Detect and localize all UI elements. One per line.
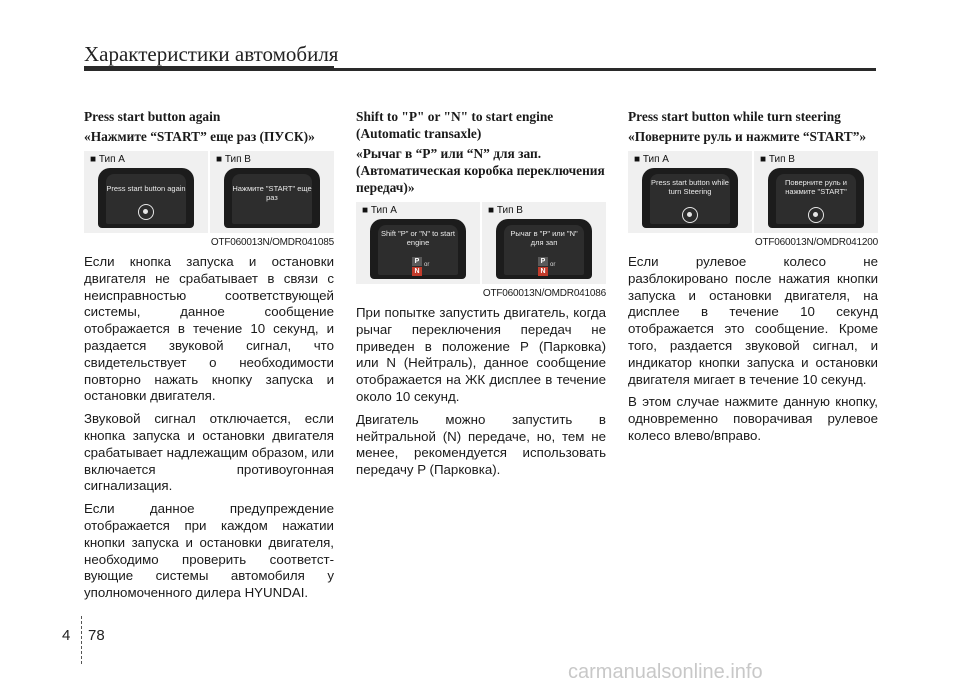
type-a-display — [356, 202, 480, 284]
type-b-display — [210, 151, 334, 233]
page-number: 78 — [88, 627, 105, 644]
heading-ru: «Поверните руль и нажмите “START”» — [628, 129, 867, 144]
heading-en: Shift to "P" or "N" to start engine (Automatic transaxle) — [356, 109, 554, 141]
type-a-label: ■ Тип A — [362, 205, 397, 216]
figure-code: OTF060013N/OMDR041085 — [210, 237, 334, 248]
type-b-label: ■ Тип B — [216, 154, 251, 165]
column-start-again — [84, 108, 334, 602]
display-illustration — [356, 202, 606, 284]
type-a-label: ■ Тип A — [90, 154, 125, 165]
heading-en: Press start button while turn steering — [628, 109, 841, 124]
type-b-display — [754, 151, 878, 233]
p-n-indicator-icon: P or N — [412, 257, 442, 275]
display-illustration — [84, 151, 334, 233]
screen-text: Нажмите "START" еще раз — [232, 184, 312, 202]
lcd-screen — [98, 168, 194, 228]
chapter-number: 4 — [62, 627, 71, 644]
type-a-display — [84, 151, 208, 233]
lcd-screen — [370, 219, 466, 279]
watermark: carmanualsonline.info — [568, 661, 763, 683]
paragraph: Если рулевое колесо не разблокировано после нажатия кнопки запуска и остановки двигателя, на дисплее в течение 10 секунд отображается это сообщение. Кроме того, раздается звуковой сигнал, и индикатор кнопки запуска и остановки двигателя мигает в течение 10 секунд. — [628, 254, 878, 387]
screen-text: Поверните руль и нажмите "START" — [785, 178, 847, 196]
paragraph: При попытке запустить двигатель, когда рычаг переключения передач не приведен в положение P (Парковка) или N (Нейтраль), данное сообщение отображается на ЖК дисплее в течение около 10 секунд. — [356, 305, 606, 404]
footer-divider — [81, 616, 83, 664]
steering-wheel-icon — [808, 207, 824, 223]
heading-ru: «Нажмите “START” еще раз (ПУСК)» — [84, 129, 315, 144]
paragraph: В этом случае нажмите данную кнопку, одновременно поворачивая рулевое колесо влево/вправо. — [628, 394, 878, 443]
start-button-icon — [138, 204, 154, 220]
lcd-screen — [768, 168, 864, 228]
type-b-display — [482, 202, 606, 284]
paragraph: Если данное предупреждение отображается при каждом нажатии кнопки запуска и остановки двигателя, необходимо проверить соответст-вующие системы автомобиля у уполномоченного дилера HYUNDAI. — [84, 501, 334, 601]
column-shift-p-n — [356, 108, 606, 479]
type-b-label: ■ Тип B — [488, 205, 523, 216]
screen-text: Рычаг в "P" или "N" для зап — [510, 229, 578, 247]
p-n-indicator-icon: P or N — [538, 257, 568, 275]
type-a-display — [628, 151, 752, 233]
header-rule — [84, 68, 876, 71]
paragraph: Звуковой сигнал отключается, если кнопка запуска и остановки двигателя срабатывает надлежащим образом, или включается противоугонная сигнализация. — [84, 411, 334, 494]
screen-text: Press start button while turn Steering — [651, 178, 729, 196]
column-turn-steering — [628, 108, 878, 445]
type-b-label: ■ Тип B — [760, 154, 795, 165]
steering-wheel-icon — [682, 207, 698, 223]
lcd-screen — [642, 168, 738, 228]
paragraph: Двигатель можно запустить в нейтральной (N) передаче, но, тем не менее, рекомендуется использовать передачу P (Парковка). — [356, 411, 606, 478]
page-header-title: Характеристики автомобиля — [84, 42, 339, 66]
lcd-screen — [224, 168, 320, 228]
type-a-label: ■ Тип A — [634, 154, 669, 165]
heading-ru: «Рычаг в “P” или “N” для зап. (Автоматическая коробка переключения передач)» — [356, 146, 605, 195]
paragraph: Если кнопка запуска и остановки двигателя не срабатывает в связи с неисправностью соответствующей системы, данное сообщение отображается в течение 10 секунд, и раздается звуковой сигнал, что свидетельствует о необходимости повторно нажать кнопку запуска и остановки двигателя. — [84, 254, 334, 404]
display-illustration — [628, 151, 878, 233]
lcd-screen — [496, 219, 592, 279]
figure-code: OTF060013N/OMDR041086 — [482, 288, 606, 299]
heading-en: Press start button again — [84, 109, 221, 124]
screen-text: Shift "P" or "N" to start engine — [380, 229, 455, 247]
screen-text: Press start button again — [106, 184, 186, 193]
figure-code: OTF060013N/OMDR041200 — [754, 237, 878, 248]
